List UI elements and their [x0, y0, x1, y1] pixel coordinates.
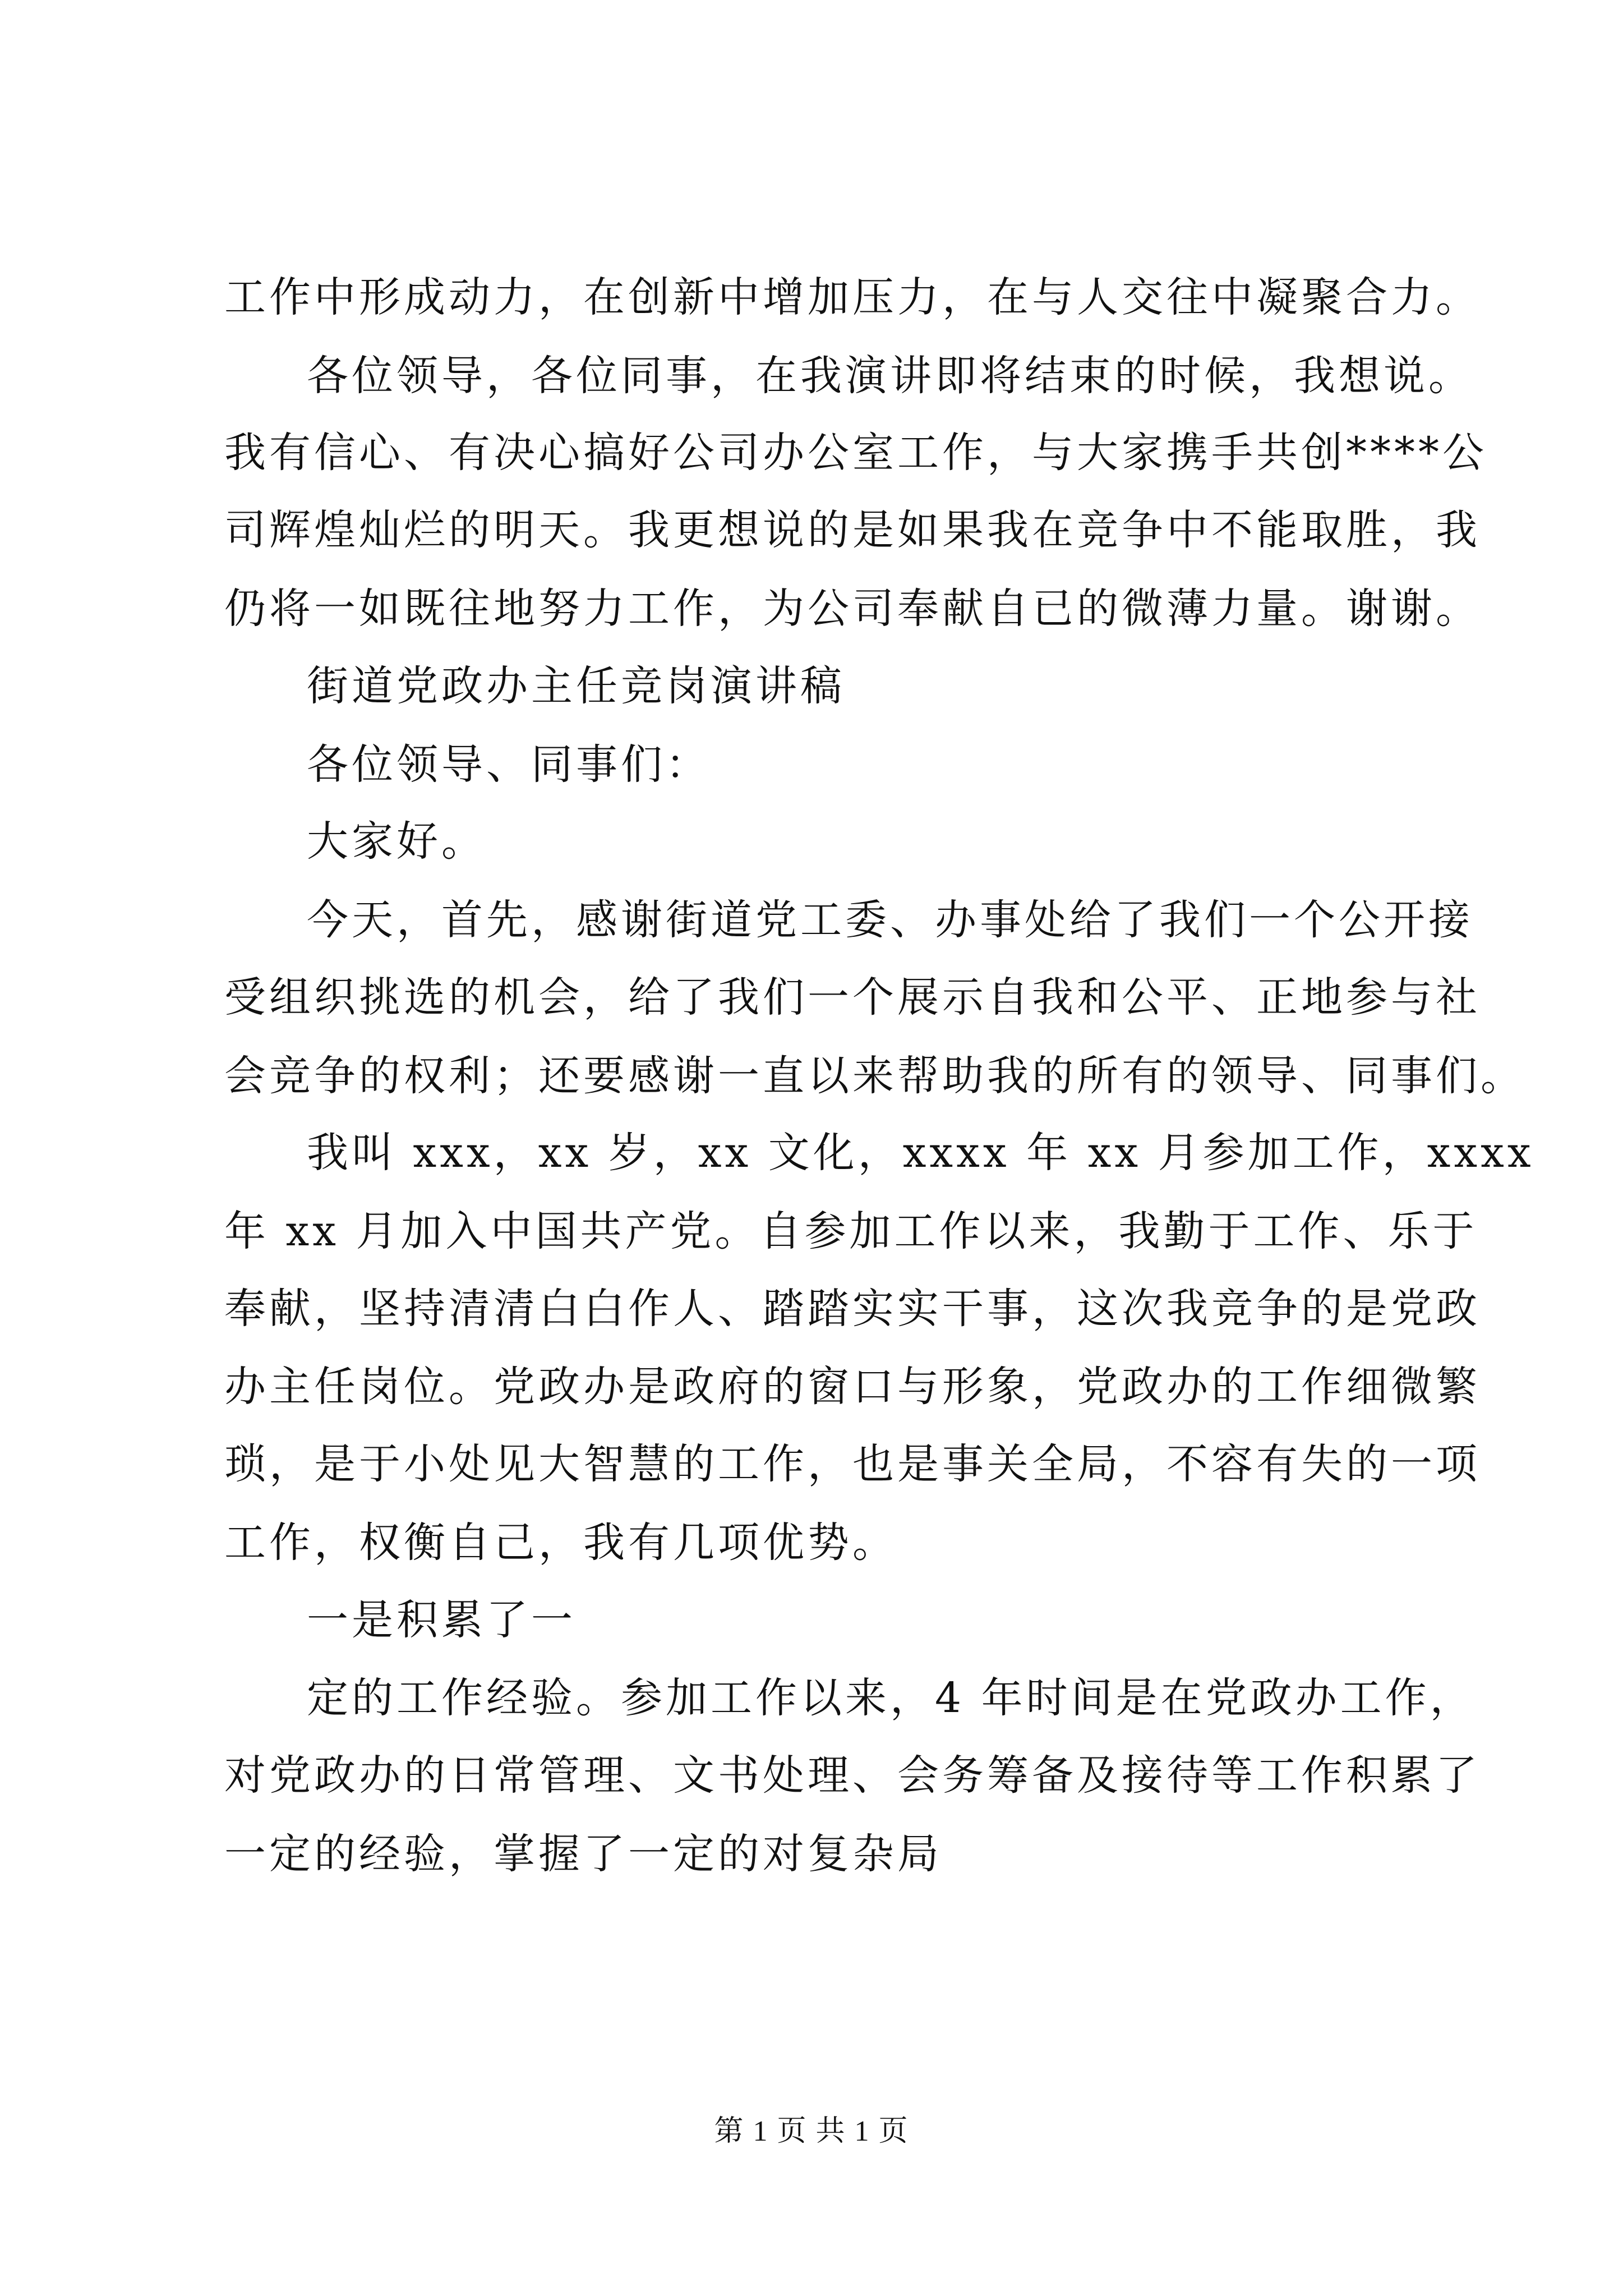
body-line: 我有信心、有决心搞好公司办公室工作，与大家携手共创****公 [224, 429, 1487, 477]
body-line: 工作，权衡自己，我有几项优势。 [224, 1519, 897, 1567]
salutation: 各位领导、同事们： [307, 740, 711, 789]
body-line: 我叫 xxx，xx 岁，xx 文化，xxxx 年 xx 月参加工作，xxxx [307, 1129, 1534, 1177]
body-line: 各位领导，各位同事，在我演讲即将结束的时候，我想说。 [307, 352, 1473, 400]
body-line: 一是积累了一 [307, 1596, 576, 1644]
body-line: 琐，是于小处见大智慧的工作，也是事关全局，不容有失的一项 [224, 1440, 1481, 1488]
body-line: 受组织挑选的机会，给了我们一个展示自我和公平、正地参与社 [224, 973, 1481, 1022]
body-line: 仍将一如既往地努力工作，为公司奉献自已的微薄力量。谢谢。 [224, 585, 1481, 633]
body-line: 年 xx 月加入中国共产党。自参加工作以来，我勤于工作、乐于 [224, 1207, 1478, 1255]
greeting: 大家好。 [307, 817, 486, 866]
body-line: 今天，首先，感谢街道党工委、办事处给了我们一个公开接 [307, 896, 1473, 944]
body-line: 奉献，坚持清清白白作人、踏踏实实干事，这次我竞争的是党政 [224, 1285, 1481, 1333]
body-line: 司辉煌灿烂的明天。我更想说的是如果我在竞争中不能取胜，我 [224, 506, 1481, 554]
body-line: 工作中形成动力，在创新中增加压力，在与人交往中凝聚合力。 [224, 273, 1481, 321]
body-line: 会竞争的权利；还要感谢一直以来帮助我的所有的领导、同事们。 [224, 1052, 1525, 1100]
section-title: 街道党政办主任竞岗演讲稿 [307, 662, 845, 710]
page-footer: 第 1 页 共 1 页 [714, 2115, 909, 2147]
body-line: 办主任岗位。党政办是政府的窗口与形象，党政办的工作细微繁 [224, 1363, 1481, 1411]
body-line: 一定的经验，掌握了一定的对复杂局 [224, 1830, 942, 1878]
body-line: 对党政办的日常管理、文书处理、会务筹备及接待等工作积累了 [224, 1751, 1481, 1800]
body-line: 定的工作经验。参加工作以来，4 年时间是在党政办工作， [307, 1674, 1475, 1722]
